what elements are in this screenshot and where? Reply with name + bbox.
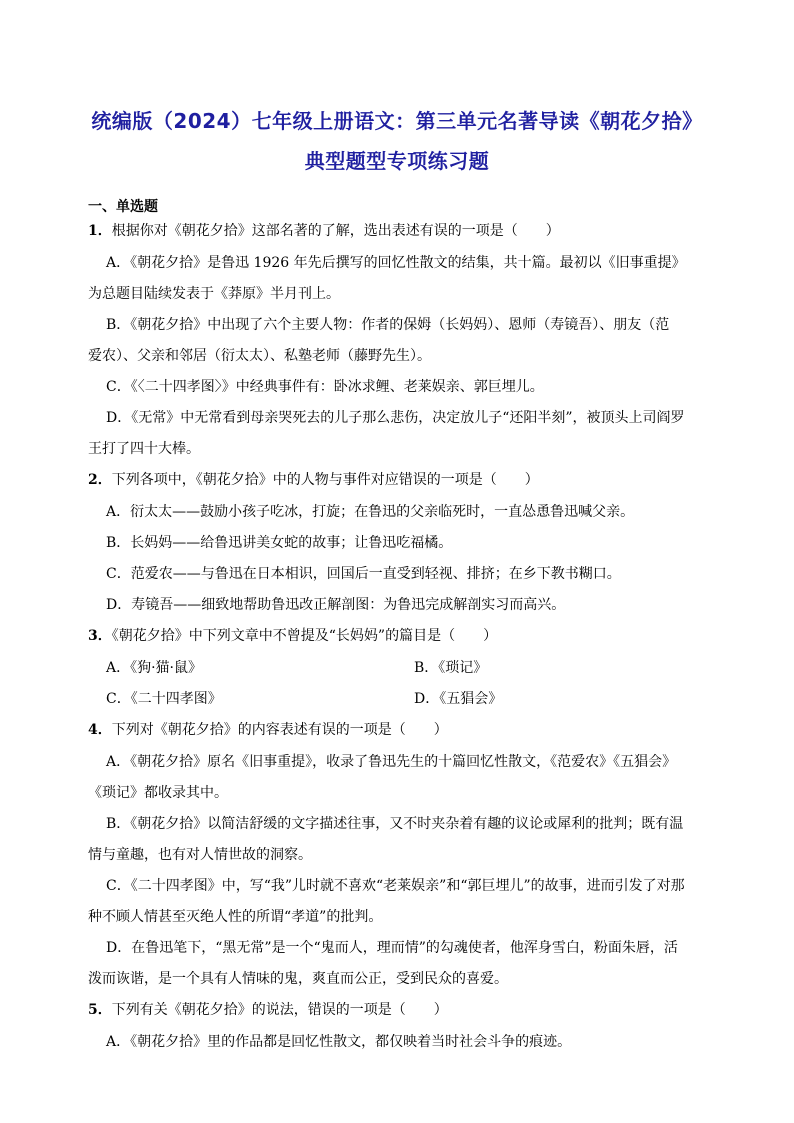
q4-option-a-line1: A．《朝花夕拾》原名《旧事重提》，收录了鲁迅先生的十篇回忆性散文，《范爱农》《五猖会》 <box>106 754 677 770</box>
question-5 <box>88 1001 448 1019</box>
question-stem: 下列对《朝花夕拾》的内容表述有误的一项是（ ） <box>111 722 448 738</box>
question-2 <box>88 471 539 489</box>
question-number: 1． <box>88 223 112 239</box>
q4-option-d-line2: 泼而诙谐，是一个具有人情味的鬼，爽直而公正，受到民众的喜爱。 <box>88 971 508 987</box>
q1-option-c: C．《〈二十四孝图〉》中经典事件有：卧冰求鲤、老莱娱亲、郭巨埋儿。 <box>106 379 544 395</box>
q3-option-b: B．《琐记》 <box>414 660 488 676</box>
q4-option-b-line1: B．《朝花夕拾》以简洁舒缓的文字描述往事，又不时夹杂着有趣的议论或犀利的批判；既有温 <box>106 816 684 832</box>
question-3 <box>88 627 497 645</box>
question-stem: 下列各项中，《朝花夕拾》中的人物与事件对应错误的一项是（ ） <box>111 472 539 488</box>
q2-option-b: B．长妈妈——给鲁迅讲美女蛇的故事；让鲁迅吃福橘。 <box>106 535 453 551</box>
q2-option-a: A．衍太太——鼓励小孩子吃冰，打旋；在鲁迅的父亲临死时，一直怂恿鲁迅喊父亲。 <box>106 504 635 520</box>
q4-option-a-line2: 《琐记》都收录其中。 <box>88 785 228 801</box>
q3-option-c: C．《二十四孝图》 <box>106 691 222 707</box>
question-number: 2． <box>88 472 112 488</box>
question-4 <box>88 721 448 739</box>
q2-option-d: D．寿镜吾——细致地帮助鲁迅改正解剖图：为鲁迅完成解剖实习而高兴。 <box>106 597 566 613</box>
q4-option-d-line1: D．在鲁迅笔下，“黑无常”是一个“鬼而人，理而情”的勾魂使者，他浑身雪白，粉面朱唇，活 <box>106 940 678 956</box>
q1-option-d-line2: 王打了四十大棒。 <box>88 441 200 457</box>
question-stem: 根据你对《朝花夕拾》这部名著的了解，选出表述有误的一项是（ ） <box>111 223 560 239</box>
question-1 <box>88 222 560 240</box>
q1-option-b-line1: B．《朝花夕拾》中出现了六个主要人物：作者的保姆（长妈妈）、恩师（寿镜吾）、朋友（范 <box>106 317 670 333</box>
q4-option-b-line2: 情与童趣，也有对人情世故的洞察。 <box>88 847 312 863</box>
q4-option-c-line1: C．《二十四孝图》中，写“我”儿时就不喜欢“老莱娱亲”和“郭巨埋儿”的故事，进而引发了对那 <box>106 878 685 894</box>
q2-option-c: C．范爱农——与鲁迅在日本相识，回国后一直受到轻视、排挤；在乡下教书糊口。 <box>106 566 621 582</box>
q1-option-d-line1: D．《无常》中无常看到母亲哭死去的儿子那么悲伤，决定放儿子“还阳半刻”，被顶头上司阎罗 <box>106 410 685 426</box>
question-stem: 下列有关《朝花夕拾》的说法，错误的一项是（ ） <box>111 1002 448 1018</box>
q3-option-d: D．《五猖会》 <box>414 691 503 707</box>
q1-option-b-line2: 爱农）、父亲和邻居（衍太太）、私塾老师（藤野先生）。 <box>88 348 431 364</box>
section-heading: 一、单选题 <box>88 199 158 215</box>
q5-option-a: A．《朝花夕拾》里的作品都是回忆性散文，都仅映着当时社会斗争的痕迹。 <box>106 1034 572 1050</box>
question-number: 3． <box>88 628 112 644</box>
q1-option-a-line1: A．《朝花夕拾》是鲁迅 1926 年先后撰写的回忆性散文的结集，共十篇。最初以《旧事重提》 <box>106 255 686 271</box>
q1-option-a-line2: 为总题目陆续发表于《莽原》半月刊上。 <box>88 286 340 302</box>
question-number: 5． <box>88 1002 112 1018</box>
question-number: 4． <box>88 722 112 738</box>
q3-option-a: A．《狗·猫·鼠》 <box>106 660 203 676</box>
question-stem: 《朝花夕拾》中下列文章中不曾提及“长妈妈”的篇目是（ ） <box>111 628 498 644</box>
document-title-line1: 统编版（2024）七年级上册语文：第三单元名著导读《朝花夕拾》 <box>91 109 703 133</box>
document-title-line2: 典型题型专项练习题 <box>304 149 490 173</box>
q4-option-c-line2: 种不顾人情甚至灭绝人性的所谓“孝道”的批判。 <box>88 909 383 925</box>
